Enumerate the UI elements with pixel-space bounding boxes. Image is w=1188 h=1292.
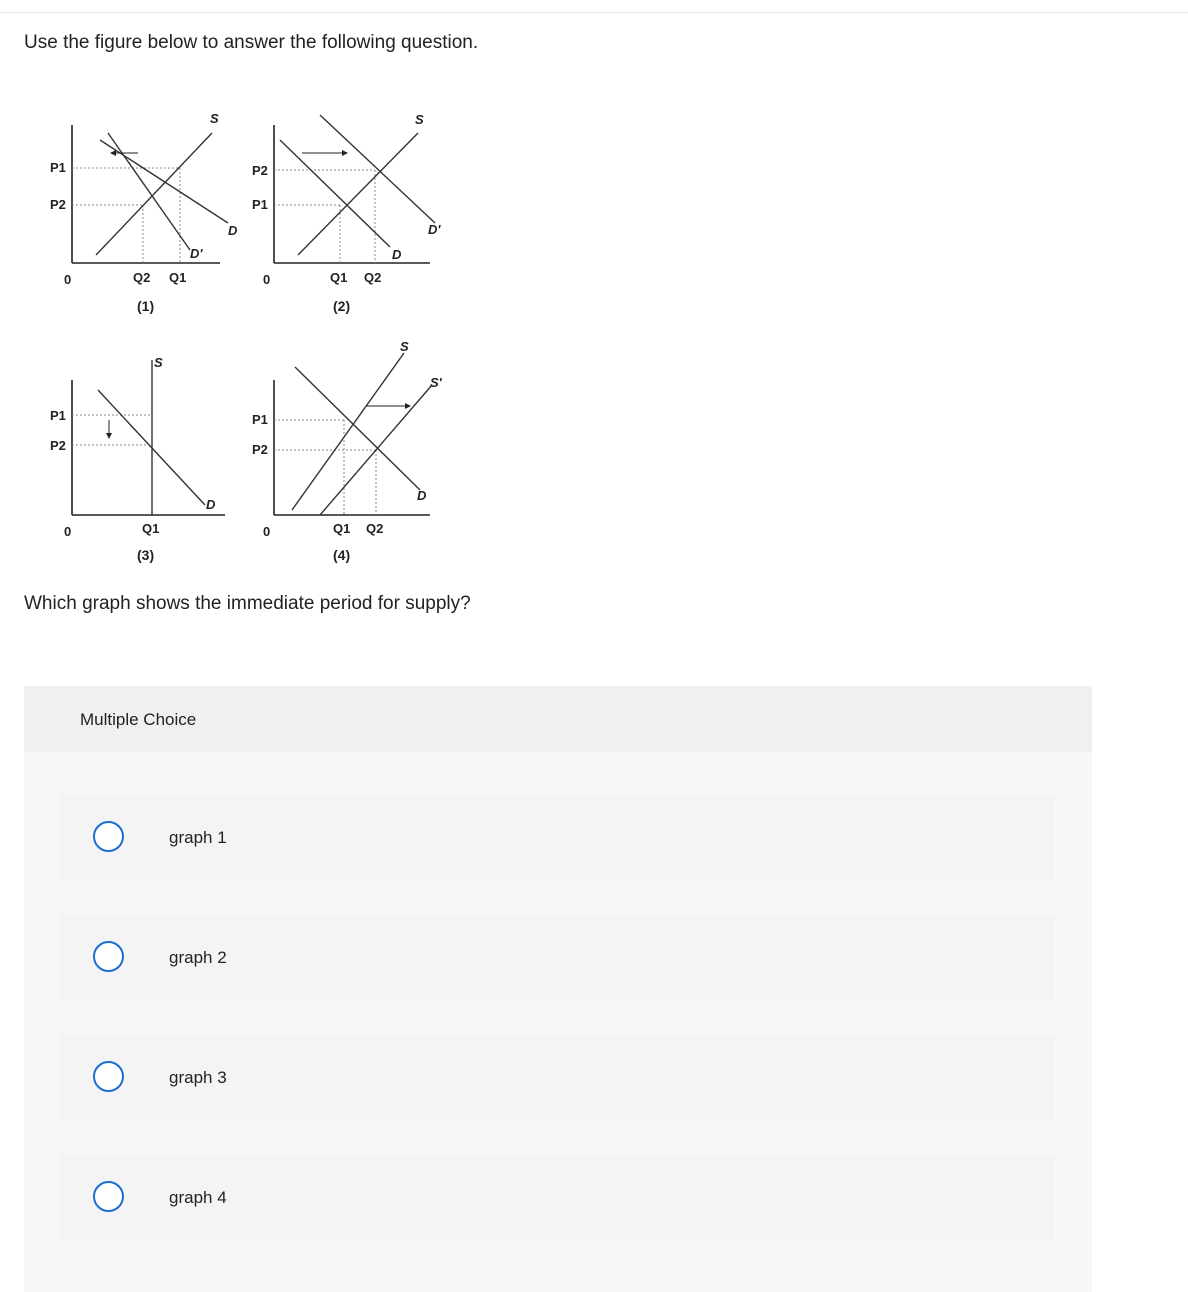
graph-3-label-d: D (206, 497, 216, 512)
graph-2-label-q1: Q1 (330, 270, 348, 285)
graph-2-label-p1: P1 (252, 197, 268, 212)
graph-4-label-p2: P2 (252, 442, 268, 457)
question-text: Which graph shows the immediate period for supply? (24, 593, 471, 614)
graph-2-label-d-prime: D' (428, 222, 441, 237)
top-divider (0, 12, 1188, 13)
option-graph-2[interactable] (59, 915, 1054, 1001)
graph-3 (50, 355, 225, 563)
graph-1-label-q2: Q2 (133, 270, 151, 285)
multiple-choice-panel (24, 686, 1092, 1292)
graph-2-arrowhead (342, 150, 348, 156)
graph-4-label-s: S (400, 339, 409, 354)
multiple-choice-title: Multiple Choice (80, 710, 197, 729)
graph-1-caption: (1) (137, 298, 155, 314)
graph-1-origin: 0 (64, 272, 72, 287)
supply-demand-figure (30, 95, 470, 575)
graph-3-label-p1: P1 (50, 408, 66, 423)
graph-3-caption: (3) (137, 547, 155, 563)
graph-2-caption: (2) (333, 298, 351, 314)
radio-button-icon[interactable] (93, 821, 124, 852)
option-graph-1[interactable] (59, 795, 1054, 881)
graph-1-label-p1: P1 (50, 160, 66, 175)
graph-3-label-p2: P2 (50, 438, 66, 453)
graph-3-arrowhead (106, 433, 112, 439)
radio-button-icon[interactable] (93, 1061, 124, 1092)
graph-1 (50, 111, 238, 314)
radio-button-icon[interactable] (93, 1181, 124, 1212)
graph-4-label-q1: Q1 (333, 521, 351, 536)
graph-1-label-d-prime: D' (190, 246, 203, 261)
graph-2-origin: 0 (263, 272, 271, 287)
graph-4-label-d: D (417, 488, 427, 503)
graph-4-origin: 0 (263, 524, 271, 539)
question-prompt: Use the figure below to answer the following question. (24, 32, 479, 53)
graph-4-caption: (4) (333, 547, 351, 563)
graph-2-demand-curve (280, 140, 390, 247)
graph-2-demand-prime-curve (320, 115, 435, 223)
graph-1-label-s: S (210, 111, 219, 126)
graph-2-label-p2: P2 (252, 163, 268, 178)
radio-button-icon[interactable] (93, 941, 124, 972)
graph-3-origin: 0 (64, 524, 72, 539)
option-label: graph 1 (169, 828, 227, 847)
graph-2-label-d: D (392, 247, 402, 262)
graph-1-label-p2: P2 (50, 197, 66, 212)
graph-1-arrowhead (110, 150, 116, 156)
graph-2-label-s: S (415, 112, 424, 127)
graph-1-demand-prime-curve (108, 133, 190, 250)
graph-2 (252, 112, 441, 314)
graph-1-demand-curve (100, 140, 228, 223)
multiple-choice-header (24, 686, 1092, 752)
graph-4 (252, 339, 443, 563)
graph-2-label-q2: Q2 (364, 270, 382, 285)
graph-4-label-p1: P1 (252, 412, 268, 427)
graph-3-label-q1: Q1 (142, 521, 160, 536)
graph-4-arrowhead (405, 403, 411, 409)
graph-4-label-s-prime: S' (430, 375, 442, 390)
graph-4-label-q2: Q2 (366, 521, 384, 536)
option-label: graph 2 (169, 948, 227, 967)
graph-1-label-d: D (228, 223, 238, 238)
graph-4-supply-curve (292, 353, 404, 510)
graph-1-label-q1: Q1 (169, 270, 187, 285)
option-label: graph 3 (169, 1068, 227, 1087)
option-label: graph 4 (169, 1188, 227, 1207)
option-graph-4[interactable] (59, 1155, 1054, 1241)
option-graph-3[interactable] (59, 1035, 1054, 1121)
graph-3-label-s: S (154, 355, 163, 370)
